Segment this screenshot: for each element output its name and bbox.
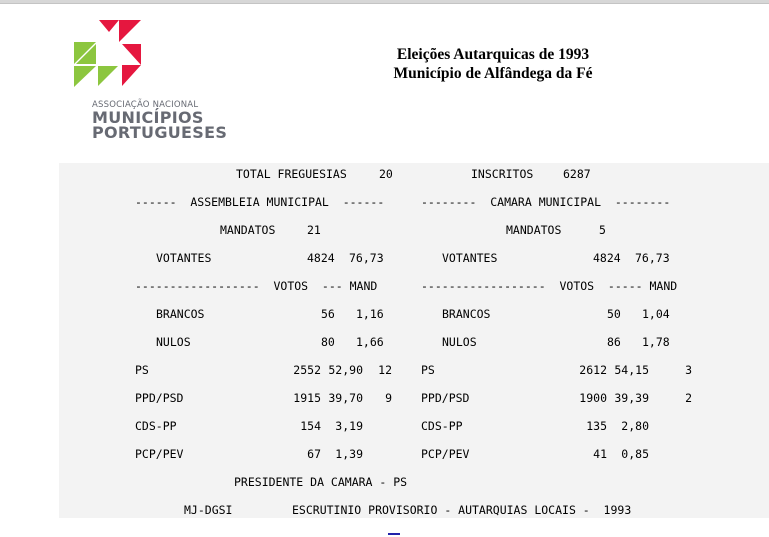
assembleia-votantes-pct: 76,73 xyxy=(349,251,384,265)
footer-text: ESCRUTINIO PROVISORIO - AUTARQUIAS LOCAIS - 1993 xyxy=(292,503,632,517)
logo-text xyxy=(92,100,227,140)
camara-party-mand: 2 xyxy=(685,391,692,405)
camara-nulos-votes: 86 xyxy=(607,335,621,349)
assembleia-votantes-votes: 4824 xyxy=(307,251,335,265)
assembleia-party-votes: 1915 xyxy=(293,391,321,405)
camara-mandatos-label: MANDATOS xyxy=(506,223,562,237)
camara-votantes-votes: 4824 xyxy=(593,251,621,265)
assembleia-party-pct: 3,19 xyxy=(335,419,363,433)
camara-brancos-label: BRANCOS xyxy=(442,307,491,321)
camara-party-pct: 2,80 xyxy=(621,419,649,433)
logo-petal-red-right xyxy=(122,44,141,65)
camara-party-votes: 135 xyxy=(586,419,607,433)
title-line2: Município de Alfândega da Fé xyxy=(393,65,593,82)
camara-party-name: PPD/PSD xyxy=(421,391,470,405)
logo-line3: PORTUGUESES xyxy=(92,123,228,142)
assembleia-party-name: PS xyxy=(135,363,149,377)
inscritos-label: INSCRITOS xyxy=(471,167,534,181)
logo-petal-red-upper xyxy=(119,20,141,42)
camara-party-votes: 41 xyxy=(593,447,607,461)
camara-party-votes: 2612 xyxy=(579,363,607,377)
assembleia-columns-header: ------------------ VOTOS --- MAND xyxy=(135,279,378,293)
camara-columns-header: ------------------ VOTOS ----- MAND xyxy=(421,279,678,293)
assembleia-brancos-pct: 1,16 xyxy=(356,307,384,321)
camara-nulos-pct: 1,78 xyxy=(642,335,670,349)
assembleia-votantes-label: VOTANTES xyxy=(156,251,212,265)
assembleia-party-name: CDS-PP xyxy=(135,419,177,433)
logo-petal-red-lower xyxy=(122,65,141,86)
camara-party-pct: 54,15 xyxy=(614,363,649,377)
assembleia-party-votes: 67 xyxy=(307,447,321,461)
browser-top-border xyxy=(0,0,769,4)
camara-brancos-votes: 50 xyxy=(607,307,621,321)
assembleia-mandatos-label: MANDATOS xyxy=(220,223,276,237)
camara-mandatos-value: 5 xyxy=(599,223,606,237)
logo-line2: MUNICÍPIOS xyxy=(92,108,204,127)
camara-brancos-pct: 1,04 xyxy=(642,307,670,321)
assembleia-brancos-votes: 56 xyxy=(321,307,335,321)
logo-line1: ASSOCIAÇÃO NACIONAL xyxy=(92,100,199,110)
assembleia-party-name: PCP/PEV xyxy=(135,447,184,461)
footer-source: MJ-DGSI xyxy=(184,503,233,517)
assembleia-nulos-votes: 80 xyxy=(321,335,335,349)
total-freguesias-label: TOTAL FREGUESIAS xyxy=(236,167,347,181)
assembleia-party-pct: 39,70 xyxy=(328,391,363,405)
bottom-link-fragment[interactable] xyxy=(388,533,400,535)
camara-party-name: PCP/PEV xyxy=(421,447,470,461)
assembleia-party-votes: 154 xyxy=(300,419,321,433)
assembleia-party-pct: 1,39 xyxy=(335,447,363,461)
assembleia-party-name: PPD/PSD xyxy=(135,391,184,405)
presidente-da-camara: PRESIDENTE DA CAMARA - PS xyxy=(234,475,408,489)
assembleia-party-mand: 12 xyxy=(378,363,392,377)
camara-votantes-pct: 76,73 xyxy=(635,251,670,265)
page-title xyxy=(340,45,646,83)
assembleia-mandatos-value: 21 xyxy=(307,223,321,237)
total-freguesias-value: 20 xyxy=(379,167,393,181)
assembleia-header: ------ ASSEMBLEIA MUNICIPAL ------ xyxy=(135,195,385,209)
camara-votantes-label: VOTANTES xyxy=(442,251,498,265)
camara-party-votes: 1900 xyxy=(579,391,607,405)
logo-petal-green-lower xyxy=(98,66,118,86)
assembleia-nulos-pct: 1,66 xyxy=(356,335,384,349)
inscritos-value: 6287 xyxy=(563,167,591,181)
pinwheel-logo-icon xyxy=(74,20,144,88)
assembleia-party-mand: 9 xyxy=(385,391,392,405)
camara-header: -------- CAMARA MUNICIPAL -------- xyxy=(421,195,671,209)
camara-nulos-label: NULOS xyxy=(442,335,477,349)
camara-party-name: CDS-PP xyxy=(421,419,463,433)
camara-party-name: PS xyxy=(421,363,435,377)
assembleia-nulos-label: NULOS xyxy=(156,335,191,349)
assembleia-party-votes: 2552 xyxy=(293,363,321,377)
assembleia-party-pct: 52,90 xyxy=(328,363,363,377)
logo-petal-red-top xyxy=(99,20,119,32)
logo-petal-green-bottom xyxy=(74,66,96,87)
title-line1: Eleições Autarquicas de 1993 xyxy=(396,46,590,63)
assembleia-brancos-label: BRANCOS xyxy=(156,307,205,321)
camara-party-mand: 3 xyxy=(685,363,692,377)
camara-party-pct: 0,85 xyxy=(621,447,649,461)
camara-party-pct: 39,39 xyxy=(614,391,649,405)
